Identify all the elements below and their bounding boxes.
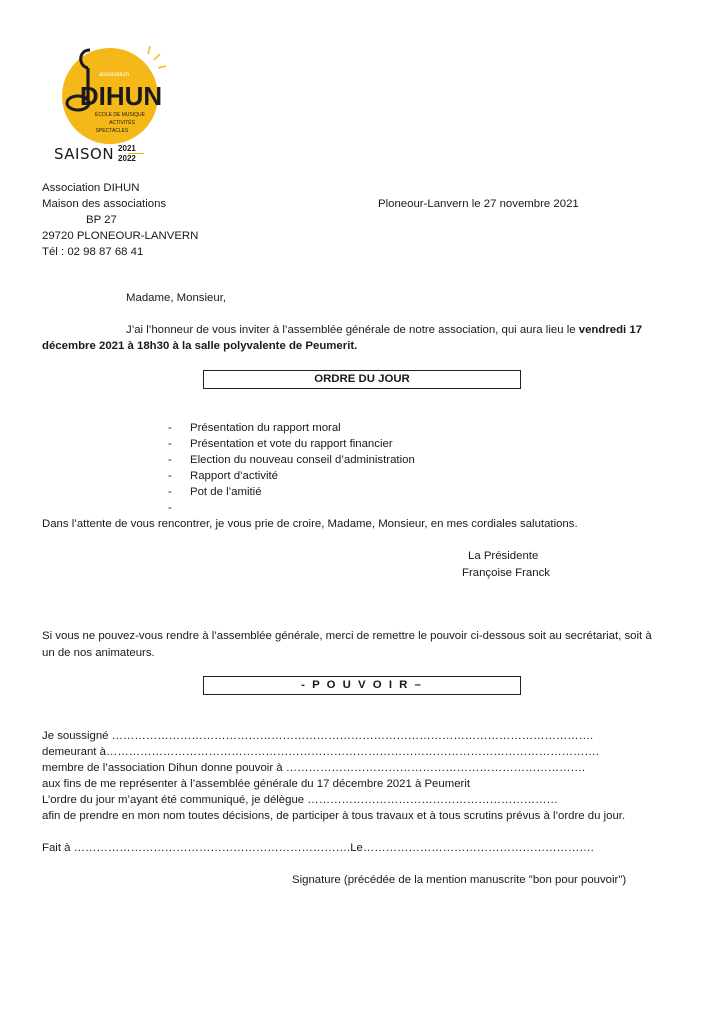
agenda-item-label: Présentation du rapport moral xyxy=(190,422,341,434)
season-year-end: 2022 xyxy=(118,154,136,163)
agenda-bullet: - xyxy=(168,470,172,482)
signature-line: Signature (précédée de la mention manuscrite "bon pour pouvoir") xyxy=(292,874,627,886)
agenda-item xyxy=(168,484,415,500)
invitation-line-1 xyxy=(126,322,642,338)
sender-name: Association DIHUN xyxy=(42,182,140,194)
agenda-list xyxy=(168,420,415,516)
agenda-item xyxy=(168,452,415,468)
season-word: SAISON xyxy=(54,144,115,163)
signatory-role: La Présidente xyxy=(468,550,539,562)
season-label xyxy=(54,144,144,163)
season-year-start: 2021 xyxy=(118,144,136,153)
date-line: Ploneour-Lanvern le 27 novembre 2021 xyxy=(378,198,579,210)
agenda-bullet: - xyxy=(168,502,172,514)
agenda-bullet: - xyxy=(168,486,172,498)
logo-tag-line-1: ÉCOLE DE MUSIQUE xyxy=(94,112,146,118)
agenda-item xyxy=(168,500,415,516)
logo-main-word: DIHUN xyxy=(79,81,163,111)
invitation-text: J’ai l’honneur de vous inviter à l’assemblée générale de notre association, qui aura lieu le xyxy=(126,324,579,336)
agenda-bullet: - xyxy=(168,454,172,466)
agenda-item xyxy=(168,468,415,484)
invitation-line-2: décembre 2021 à 18h30 à la salle polyvalente de Peumerit. xyxy=(42,340,358,352)
agenda-item-label: Présentation et vote du rapport financier xyxy=(190,438,393,450)
proxy-intro-line-2: un de nos animateurs. xyxy=(42,647,155,659)
logo-tag-line-3: SPECTACLES xyxy=(95,128,129,134)
logo-tag-line-2: ACTIVITÉS xyxy=(109,120,135,126)
closing-sentence: Dans l’attente de vous rencontrer, je vous prie de croire, Madame, Monsieur, en mes cordiales salutations. xyxy=(42,518,578,530)
sender-building: Maison des associations xyxy=(42,198,167,210)
invitation-date-part1: vendredi 17 xyxy=(578,324,643,336)
salutation: Madame, Monsieur, xyxy=(126,292,227,304)
sender-city: 29720 PLONEOUR-LANVERN xyxy=(42,230,199,242)
proxy-line-member-gives-power[interactable]: membre de l’association Dihun donne pouvoir à ……………………………………………………………………. xyxy=(42,762,586,774)
proxy-title-box: - P O U V O I R – xyxy=(203,676,521,695)
signatory-name: Françoise Franck xyxy=(462,567,550,579)
agenda-bullet: - xyxy=(168,438,172,450)
agenda-item xyxy=(168,436,415,452)
proxy-line-undersigned[interactable]: Je soussigné ………………………………………………………………………………………………………………. xyxy=(42,730,594,742)
fait-a-line[interactable]: Fait à ……………………………………………………………….Le……………………………………………………. xyxy=(42,842,594,854)
agenda-title-box: ORDRE DU JOUR xyxy=(203,370,521,389)
sender-phone: Tél : 02 98 87 68 41 xyxy=(42,246,144,258)
proxy-line-decisions: afin de prendre en mon nom toutes décisions, de participer à tous travaux et à tous scrutins prévus à l’ordre du jour. xyxy=(42,810,626,822)
logo-tag-top: association xyxy=(98,72,130,78)
agenda-item-label: Rapport d’activité xyxy=(190,470,279,482)
proxy-line-purpose: aux fins de me représenter à l’assemblée générale du 17 décembre 2021 à Peumerit xyxy=(42,778,471,790)
season-years xyxy=(118,144,144,163)
agenda-bullet: - xyxy=(168,422,172,434)
proxy-intro-line-1: Si vous ne pouvez-vous rendre à l’assemblée générale, merci de remettre le pouvoir ci-dessous soit au secrétariat, soit à xyxy=(42,630,652,642)
agenda-item xyxy=(168,420,415,436)
sender-po-box: BP 27 xyxy=(86,214,117,226)
agenda-item-label: Election du nouveau conseil d’administration xyxy=(190,454,415,466)
proxy-line-delegate[interactable]: L’ordre du jour m’ayant été communiqué, je délègue ………………………………………………………… xyxy=(42,794,558,806)
proxy-line-address[interactable]: demeurant à…………………………………………………………………………………………………………………. xyxy=(42,746,599,758)
agenda-item-label: Pot de l’amitié xyxy=(190,486,262,498)
